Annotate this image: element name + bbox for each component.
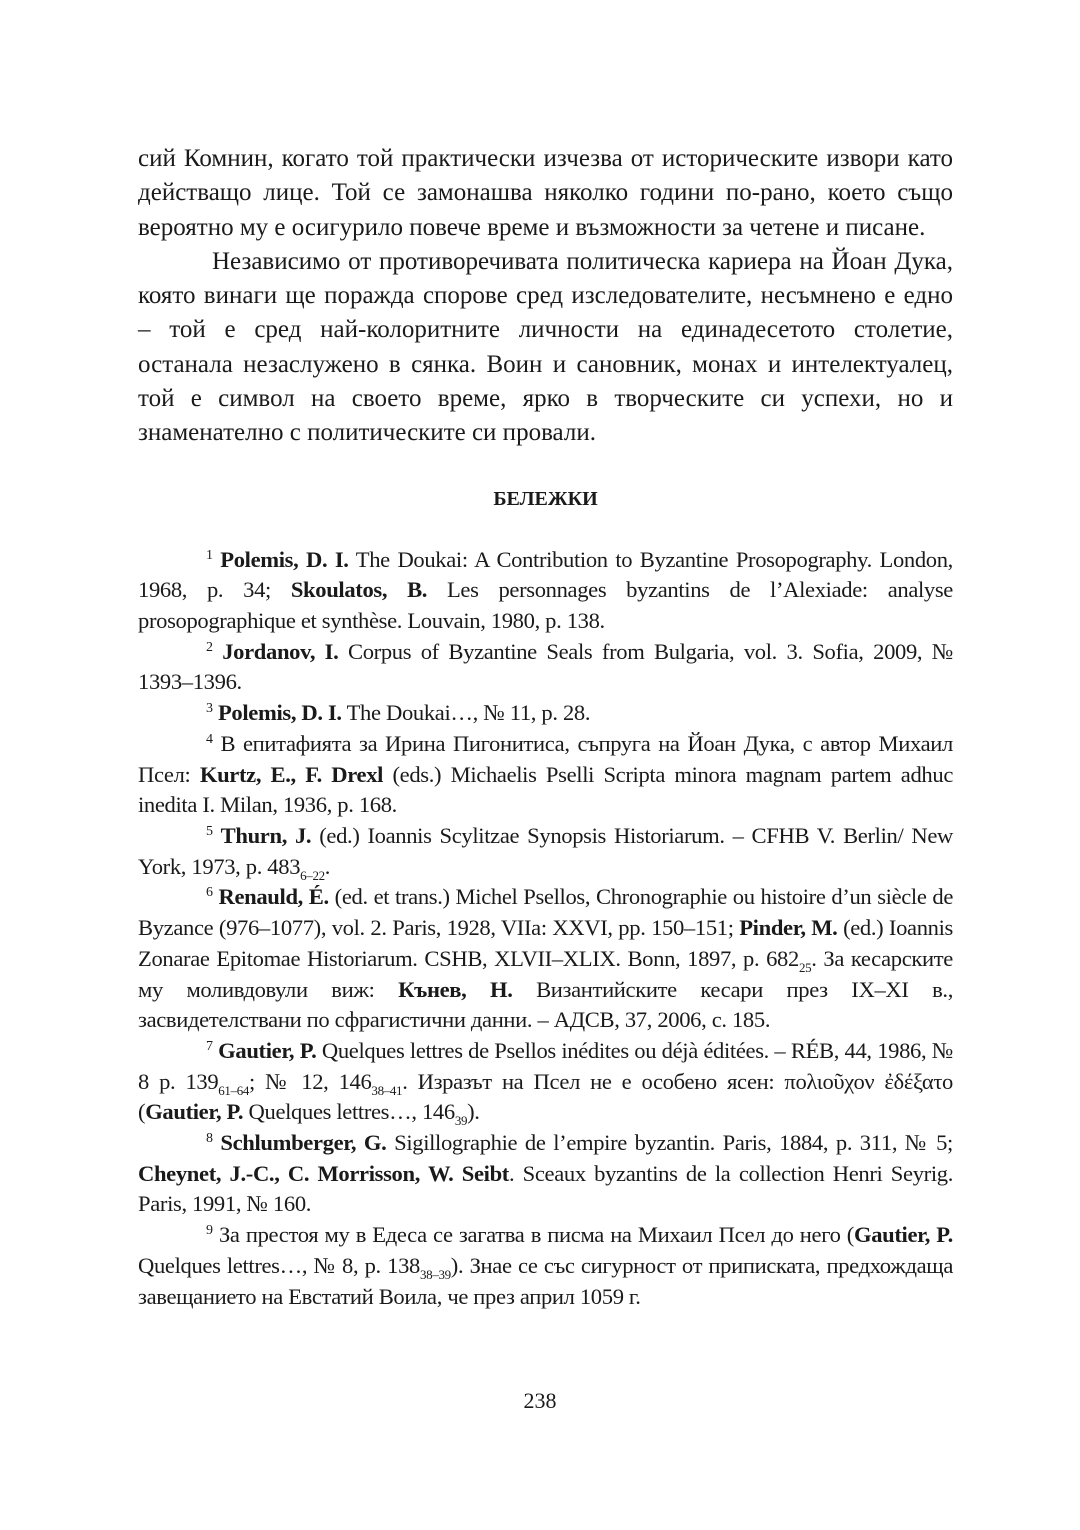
note-number: 1 xyxy=(206,547,213,563)
note-author: Jordanov, I. xyxy=(222,638,339,664)
note-item xyxy=(138,1128,953,1220)
line-reference: 38–39 xyxy=(420,1266,451,1282)
note-number: 8 xyxy=(206,1131,213,1147)
page-number: 238 xyxy=(523,1388,557,1413)
note-text: Quelques lettres…, 146 xyxy=(243,1099,455,1125)
note-text: ). xyxy=(467,1099,480,1125)
note-item xyxy=(138,882,953,1036)
body-paragraph: сий Комнин, когато той практически изчезва от историческите извори като действащо лице. Той се замонашва няколко години по-рано, което също вероятно му е осигурило повече време и възможности за четене и писане. xyxy=(138,145,953,241)
note-text: Sigillographie de l’empire byzantin. Paris, 1884, p. 311, № 5; xyxy=(386,1130,953,1156)
note-author: Gautier, P. xyxy=(145,1099,244,1125)
note-text: . Sceaux byzantins de la collection Henri Seyrig. Paris, 1991, № 160. xyxy=(138,1160,953,1217)
note-number: 6 xyxy=(206,885,213,901)
line-reference: 25 xyxy=(798,959,812,975)
note-text: The Doukai: A Contribution to Byzantine Prosopography. London, 1968, p. 34; xyxy=(138,546,953,603)
line-reference: 39 xyxy=(454,1113,468,1129)
note-item xyxy=(138,729,953,821)
note-number: 2 xyxy=(206,639,213,655)
notes-heading: БЕЛЕЖКИ xyxy=(493,487,598,510)
note-item xyxy=(138,821,953,882)
line-reference: 38–41 xyxy=(371,1082,403,1098)
note-author: Polemis, D. I. xyxy=(217,700,342,726)
note-author: Pinder, M. xyxy=(739,915,838,941)
note-text: За престоя му в Едеса се загатва в писма на Михаил Псел до него ( xyxy=(218,1222,854,1248)
note-text: Corpus of Byzantine Seals from Bulgaria, vol. 3. Sofia, 2009, № 1393–1396. xyxy=(138,638,953,695)
note-text: (ed. et trans.) Michel Psellos, Chronographie ou histoire d’un siècle de Byzance (976–1077), vol. 2. Paris, 1928, VIIa: XXVI, pp. 150–151; xyxy=(138,884,953,941)
note-item xyxy=(138,637,953,698)
note-text: . xyxy=(324,853,331,879)
note-item xyxy=(138,1220,953,1312)
note-text: (ed.) Ioannis Zonarae Epitomae Historiarum. CSHB, XLVII–XLIX. Bonn, 1897, p. 682 xyxy=(138,915,953,971)
page-content xyxy=(138,142,953,1312)
note-text: ). Знае се със сигурност от приписката, предхождаща завещанието на Евстатий Воила, че през април 1059 г. xyxy=(138,1252,953,1309)
note-author: Cheynet, J.-C., C. Morrisson, W. Seibt xyxy=(138,1160,509,1186)
note-text: (ed.) Ioannis Scylitzae Synopsis Historiarum. – CFHB V. Berlin/ New York, 1973, p. 483 xyxy=(138,823,953,879)
note-number: 9 xyxy=(206,1223,213,1239)
note-number: 7 xyxy=(206,1038,213,1054)
body-paragraph: Независимо от противоречивата политическа кариера на Йоан Дука, която винаги ще поражда спорове сред изследователите, несъмнено е едно – той е сред най-колоритните личности на единадесетото столетие, останала незаслужено в сянка. Воин и сановник, монах и интелектуалец, той е символ на своето време, ярко в творческите си успехи, но и знаменателно с политическите си провали. xyxy=(138,247,953,447)
note-number: 5 xyxy=(206,824,213,839)
note-item xyxy=(138,1036,953,1128)
note-author: Thurn, J. xyxy=(220,823,312,848)
note-text: В епитафията за Ирина Пигонитиса, съпруга на Йоан Дука, с автор Михаил Псел: xyxy=(138,730,953,787)
note-item xyxy=(138,698,953,729)
note-author: Renauld, É. xyxy=(218,884,329,910)
note-text: Les personnages byzantins de l’Alexiade: analyse prosopographique et synthèse. Louvain, 1980, p. 138. xyxy=(138,577,953,634)
note-author: Кънев, Н. xyxy=(398,976,513,1002)
note-item xyxy=(138,545,953,637)
line-reference: 6–22 xyxy=(300,867,325,883)
note-text: . Изразът на Псел не е особено ясен: πολιοῦχον ἐδέξατο ( xyxy=(138,1068,953,1125)
note-number: 4 xyxy=(206,731,213,747)
notes-list xyxy=(138,545,953,1313)
note-text: Quelques lettres de Psellos inédites ou déjà éditées. – RÉB, 44, 1986, № 8 p. 139 xyxy=(138,1037,953,1094)
note-text: ; № 12, 146 xyxy=(249,1068,372,1094)
line-reference: 61–64 xyxy=(218,1082,250,1098)
note-author: Gautier, P. xyxy=(218,1037,317,1063)
note-author: Skoulatos, B. xyxy=(290,577,428,603)
note-text: Quelques lettres…, № 8, p. 138 xyxy=(138,1252,421,1278)
note-text: Византийските кесари през IX–XI в., засвидетелствани по сфрагистични данни. – АДСВ, 37, 2006, с. 185. xyxy=(138,976,954,1033)
note-text: The Doukai…, № 11, p. 28. xyxy=(341,700,591,726)
note-author: Kurtz, E., F. Drexl xyxy=(199,761,384,787)
body-text xyxy=(138,142,953,451)
note-text: (eds.) Michaelis Pselli Scripta minora magnam partem adhuc inedita I. Milan, 1936, p. 168. xyxy=(138,761,953,818)
note-author: Gautier, P. xyxy=(853,1222,953,1248)
note-author: Polemis, D. I. xyxy=(220,546,349,572)
note-number: 3 xyxy=(206,701,213,717)
note-author: Schlumberger, G. xyxy=(220,1130,387,1156)
note-text: . За кесарските му моливдовули виж: xyxy=(138,945,953,1002)
